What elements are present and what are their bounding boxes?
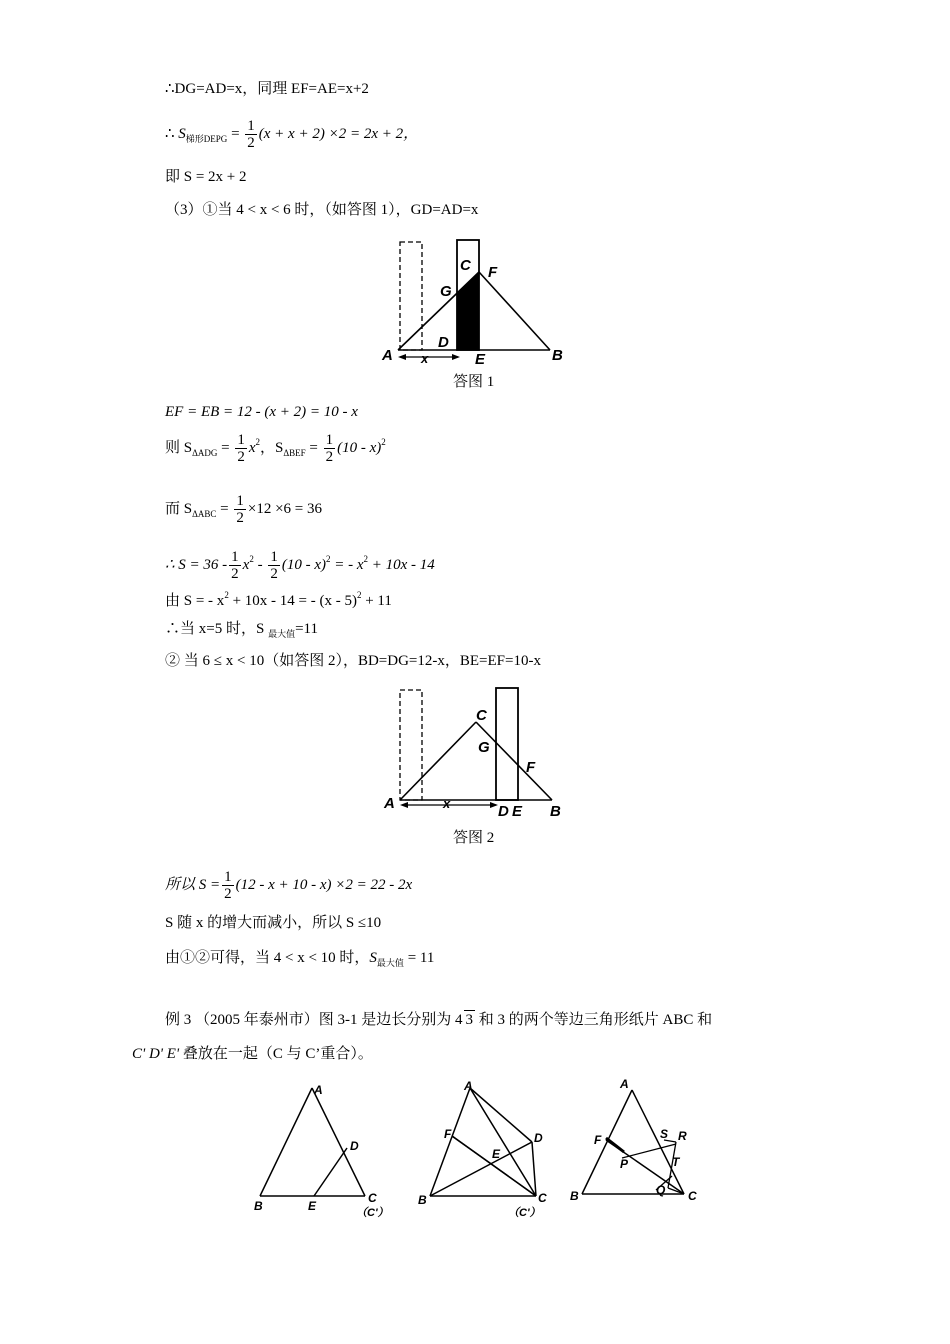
side-CB — [476, 722, 552, 800]
text-line-6: 则 $S_{\Delta ADG}$ = $\frac{1}{2}$ $x^2$，$S_{\Delta BEF}$ = $\frac{1}{2}$ (10 - x)$^2$ — [165, 432, 386, 465]
example-3-line-2: C' D' E' 叠放在一起（C 与 C’重合）。 — [132, 1046, 373, 1062]
sqrt-radicand: 3 — [465, 1012, 473, 1028]
label-A: A — [620, 1077, 629, 1091]
text-line-1: ∴DG=AD=x，同理 EF=AE=x+2 — [165, 81, 369, 97]
label-A: A — [314, 1083, 323, 1097]
label-Q: Q — [656, 1183, 666, 1197]
side-AC — [400, 722, 476, 800]
label-P: P — [620, 1157, 629, 1171]
text-line-14: 由①②可得，当 4 < x < 10 时，$S_{最大值} = 11$ — [165, 950, 435, 968]
label-Cprime: （C'） — [356, 1207, 389, 1218]
label-B: B — [550, 803, 561, 820]
label-S: S — [660, 1127, 669, 1141]
figure-3-3 — [568, 1072, 708, 1212]
figure-3-1 — [250, 1078, 400, 1218]
label-A: A — [464, 1079, 473, 1093]
label-B: B — [570, 1189, 579, 1203]
label-C: C — [538, 1191, 547, 1205]
dashed-rect — [400, 242, 422, 350]
arrow-head-right — [490, 802, 498, 808]
label-G: G — [440, 283, 452, 300]
label-R: R — [678, 1129, 687, 1143]
text-line-8: ∴ S = 36 - $\frac{1}{2}$ $x^2$ - $\frac{1}{2}$ (10 - x)$^2$ = - $x^2 + 10x - 14$ — [165, 549, 435, 582]
figure-3-2 — [412, 1072, 572, 1218]
arrow-head-left — [398, 354, 406, 360]
text-line-3: 即 S = 2x + 2 — [165, 169, 247, 185]
label-E: E — [475, 351, 486, 368]
label-F: F — [444, 1127, 452, 1141]
therefore-symbol: ∴ — [165, 125, 179, 142]
text-line-2 — [165, 118, 418, 151]
text-line-10: ∴当 x=5 时，S $_{最大值}$=11 — [165, 621, 318, 639]
text-line-11: ② 当 6 ≤ x < 10（如答图 2），BD=DG=12-x，BE=EF=10-x — [165, 653, 541, 669]
label-D: D — [350, 1139, 359, 1153]
side-CB — [479, 272, 550, 350]
label-E: E — [308, 1199, 317, 1213]
label-D: D — [498, 803, 509, 820]
label-G: G — [478, 739, 490, 756]
label-D: D — [438, 334, 449, 351]
text-line-7: 而 $S_{\Delta ABC}$ = $\frac{1}{2}$ ×12 ×6 = 36 — [165, 493, 322, 526]
dashed-rect — [400, 690, 422, 800]
text-line-12: 所以 S = $\frac{1}{2}$ (12 - x + 10 - x) ×2 = 22 - 2x — [165, 869, 413, 902]
equals: = — [227, 125, 244, 142]
caption-fig1: 答图 1 — [453, 374, 495, 390]
arrow-head-left — [400, 802, 408, 808]
figure-answer-1 — [380, 232, 580, 372]
label-x: x — [443, 796, 451, 811]
label-F: F — [526, 759, 536, 776]
label-A: A — [382, 347, 393, 364]
area-symbol: S — [178, 125, 186, 142]
label-D: D — [534, 1131, 543, 1145]
moving-rect — [496, 688, 518, 800]
label-E: E — [512, 803, 523, 820]
label-B: B — [254, 1199, 263, 1213]
area-subscript: 梯形DEPG — [185, 133, 228, 144]
label-F: F — [488, 264, 498, 281]
example-3-line-1: 例 3 （2005 年泰州市）图 3-1 是边长分别为 4 3 和 3 的两个等边三角形纸片 ABC 和 — [165, 1012, 713, 1028]
label-Cprime: （C'） — [508, 1207, 541, 1218]
label-C: C — [688, 1189, 697, 1203]
text-line-4: （3）①当 4 < x < 6 时，（如答图 1），GD=AD=x — [165, 202, 479, 218]
formula-rest: (x + x + 2) ×2 = 2x + 2， — [258, 125, 419, 142]
label-T: T — [672, 1155, 680, 1169]
label-E: E — [492, 1147, 501, 1161]
text-line-5: EF = EB = 12 - (x + 2) = 10 - x — [165, 404, 358, 420]
figure-answer-2 — [380, 684, 580, 824]
label-C: C — [460, 257, 471, 274]
label-F: F — [594, 1133, 602, 1147]
caption-fig2: 答图 2 — [453, 830, 495, 846]
label-B: B — [418, 1193, 427, 1207]
arrow-head-right — [452, 354, 460, 360]
label-C: C — [368, 1191, 377, 1205]
label-C: C — [476, 707, 487, 724]
label-x: x — [421, 351, 429, 366]
label-A: A — [384, 795, 395, 812]
label-B: B — [552, 347, 563, 364]
text-line-13: S 随 x 的增大而减小，所以 S ≤10 — [165, 915, 382, 931]
text-line-9: 由 S = - $x^2 + 10x - 14$ = - (x - 5)$^2$ + 11 — [165, 590, 392, 609]
fraction-half: $\frac{1}{2}$ — [247, 118, 255, 151]
